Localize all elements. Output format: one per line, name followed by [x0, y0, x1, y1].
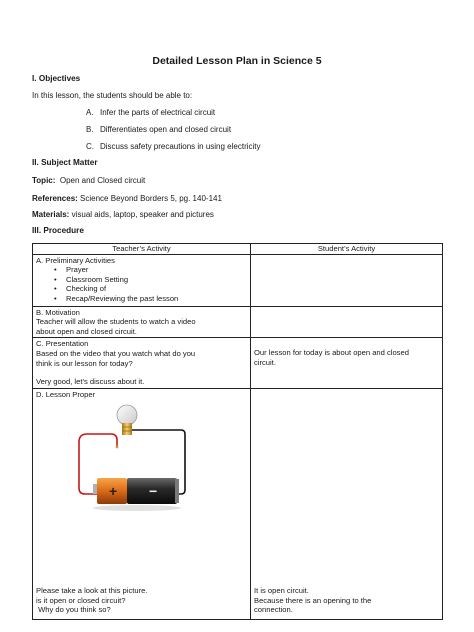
motivation-cell	[33, 306, 251, 338]
lesson-proper-answers	[254, 586, 371, 615]
topic-line	[32, 176, 145, 185]
battery-plus-sign: +	[109, 482, 118, 499]
table-row	[33, 254, 443, 306]
materials-line	[32, 210, 214, 219]
bulb-base	[122, 423, 132, 435]
preliminary-title: A. Preliminary Activities	[36, 255, 115, 265]
preliminary-list	[36, 265, 247, 303]
teacher-column-header: Teacher’s Activity	[33, 244, 251, 255]
presentation-line: Very good, let’s discuss about it.	[36, 377, 145, 387]
preliminary-cell	[33, 254, 251, 306]
table-row	[33, 338, 443, 388]
battery-end-cap	[175, 479, 179, 503]
question-line: Why do you think so?	[36, 605, 111, 615]
answer-line: connection.	[254, 605, 293, 615]
objective-item	[86, 142, 261, 151]
objective-letter: C.	[86, 142, 94, 151]
objective-item	[86, 125, 231, 134]
presentation-student-cell	[251, 338, 443, 388]
answer-line: Because there is an opening to the	[254, 595, 372, 605]
topic-value: Open and Closed circuit	[59, 176, 146, 185]
objective-letter: A.	[86, 108, 94, 117]
question-line: Please take a look at this picture.	[36, 585, 148, 595]
wire-open-end	[116, 445, 119, 448]
student-answer-line: Our lesson for today is about open and closed	[254, 348, 409, 358]
lesson-proper-student-cell	[251, 388, 443, 619]
references-label: References:	[32, 194, 78, 203]
materials-label: Materials:	[32, 210, 70, 219]
student-cell-empty	[251, 254, 443, 306]
student-cell-empty	[251, 306, 443, 338]
presentation-line: think is our lesson for today?	[36, 358, 133, 368]
procedure-table	[32, 243, 443, 620]
lesson-proper-title: D. Lesson Proper	[36, 389, 96, 399]
objective-letter: B.	[86, 125, 94, 134]
lesson-proper-cell	[33, 388, 251, 619]
motivation-title: B. Motivation	[36, 307, 80, 317]
references-line	[32, 194, 222, 203]
objective-text: Differentiates open and closed circuit	[100, 125, 232, 134]
topic-label: Topic:	[32, 176, 56, 185]
table-row	[33, 306, 443, 338]
question-line: is it open or closed circuit?	[36, 595, 126, 605]
circuit-picture	[69, 404, 199, 514]
motivation-line: about open and closed circuit.	[36, 326, 137, 336]
references-value: Science Beyond Borders 5, pg. 140-141	[80, 194, 222, 203]
list-item: • Recap/Reviewing the past lesson	[66, 294, 247, 304]
objective-text: Infer the parts of electrical circuit	[100, 108, 216, 117]
subject-matter-heading: II. Subject Matter	[32, 158, 98, 167]
battery-terminal	[93, 484, 97, 494]
table-header-row	[33, 244, 443, 255]
list-item: • Classroom Setting	[66, 275, 247, 285]
lesson-proper-questions	[36, 586, 147, 615]
table-row	[33, 388, 443, 619]
presentation-cell	[33, 338, 251, 388]
objective-item	[86, 108, 215, 117]
student-column-header: Student’s Activity	[251, 244, 443, 255]
presentation-title: C. Presentation	[36, 339, 89, 349]
page-title: Detailed Lesson Plan in Science 5	[152, 55, 322, 67]
answer-line: It is open circuit.	[254, 585, 309, 595]
battery-minus-sign: −	[149, 482, 158, 499]
materials-value: visual aids, laptop, speaker and pictures	[71, 210, 214, 219]
procedure-heading: III. Procedure	[32, 226, 84, 235]
presentation-line: Based on the video that you watch what do you	[36, 348, 196, 358]
motivation-line: Teacher will allow the students to watch a video	[36, 317, 196, 327]
student-answer-line: circuit.	[254, 357, 276, 367]
objectives-intro: In this lesson, the students should be able to:	[32, 91, 193, 100]
bulb-glass	[117, 405, 137, 425]
list-item: • Prayer	[66, 265, 247, 275]
objective-text: Discuss safety precautions in using electricity	[100, 142, 261, 151]
list-item: • Checking of	[66, 284, 247, 294]
objectives-heading: I. Objectives	[32, 74, 81, 83]
